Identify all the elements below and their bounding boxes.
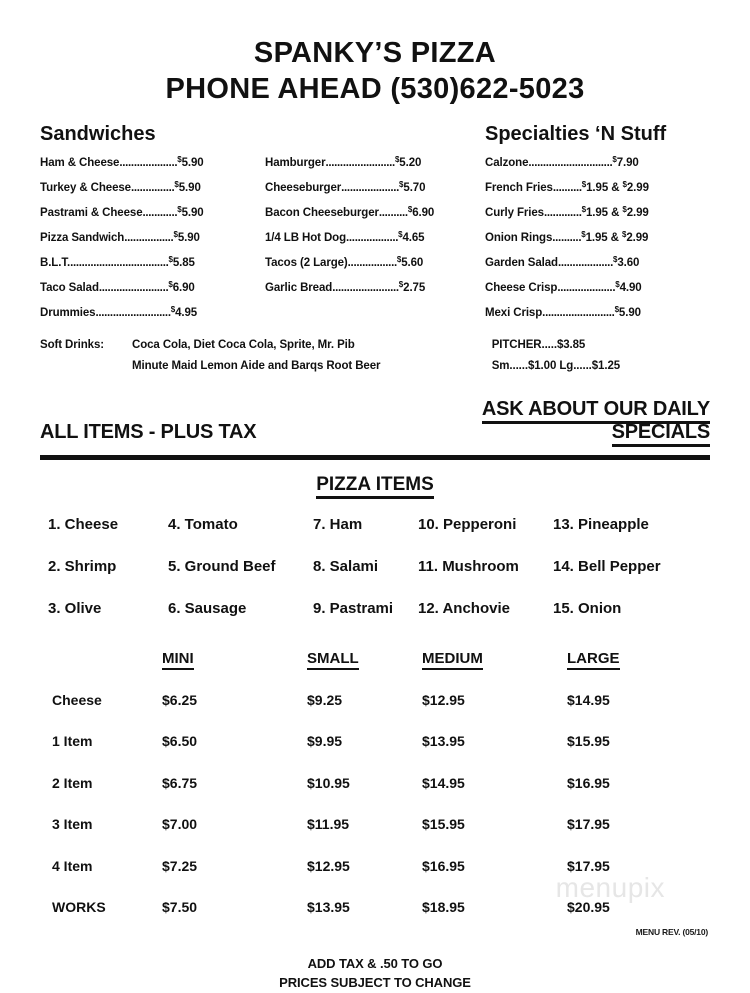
- price-cell: $15.95: [422, 816, 465, 833]
- menu-header: [40, 0, 710, 106]
- price-table-row: [40, 692, 710, 734]
- item-price: 5.85: [172, 257, 195, 270]
- item-price-second: 2.99: [626, 232, 649, 245]
- item-dots: ....................: [119, 157, 178, 170]
- item-name: Turkey & Cheese: [40, 182, 131, 195]
- column-header-medium: [422, 650, 567, 667]
- price-table-row: [40, 733, 710, 775]
- item-price: 5.90: [178, 182, 201, 195]
- dollar-sign: $: [177, 155, 182, 165]
- item-price: 1.95: [585, 232, 608, 245]
- all-items-plus-tax: ALL ITEMS - PLUS TAX: [40, 421, 257, 444]
- item-price: 2.75: [403, 282, 426, 295]
- sandwiches-column-2: [265, 156, 485, 331]
- column-header-label: SMALL: [307, 650, 359, 670]
- item-name: Ham & Cheese: [40, 157, 120, 170]
- topping-item: 12. Anchovie: [418, 600, 510, 618]
- item-price: 7.90: [616, 157, 639, 170]
- item-price: 5.90: [181, 207, 204, 220]
- specialties-heading: Specialties ‘N Stuff: [485, 123, 667, 146]
- dollar-sign: $: [398, 230, 403, 240]
- dollar-sign: $: [174, 180, 179, 190]
- row-label: WORKS: [52, 899, 106, 916]
- row-label: Cheese: [52, 691, 102, 708]
- menu-item: [485, 256, 710, 281]
- item-name: Cheeseburger: [265, 182, 342, 195]
- menu-item: [485, 281, 710, 306]
- menu-item: [40, 156, 265, 181]
- soft-drinks-label: Soft Drinks:: [40, 339, 104, 352]
- menu-item-columns: [40, 156, 710, 331]
- topping-item: 2. Shrimp: [48, 558, 117, 576]
- item-dots: ...................: [557, 257, 613, 270]
- dollar-sign: $: [399, 180, 404, 190]
- item-dots: ....................: [341, 182, 400, 195]
- item-name: Pastrami & Cheese: [40, 207, 143, 220]
- price-cell: $14.95: [567, 691, 610, 708]
- menu-item: [40, 231, 265, 256]
- item-name: Onion Rings: [485, 232, 553, 245]
- item-price: 1.95: [585, 207, 608, 220]
- toppings-row: [40, 558, 710, 600]
- price-cell: $18.95: [422, 899, 465, 916]
- topping-item: 6. Sausage: [168, 600, 247, 618]
- item-name: 1/4 LB Hot Dog: [265, 232, 347, 245]
- price-cell: $15.95: [567, 733, 610, 750]
- price-table-header-row: [40, 650, 710, 692]
- price-cell: $16.95: [567, 774, 610, 791]
- price-cell: $6.50: [162, 733, 198, 750]
- menupix-watermark: menupix: [555, 872, 665, 903]
- price-cell: $14.95: [422, 774, 465, 791]
- price-cell: $11.95: [307, 816, 350, 833]
- column-header-large: [567, 650, 697, 667]
- item-price: 5.60: [401, 257, 424, 270]
- dollar-sign: $: [612, 255, 618, 265]
- soft-drinks-section: [40, 339, 710, 381]
- daily-specials-text: ASK ABOUT OUR DAILY SPECIALS: [482, 398, 710, 447]
- price-cell: $9.95: [307, 733, 343, 750]
- item-price: 5.90: [618, 307, 641, 320]
- price-cell: $17.95: [567, 857, 610, 874]
- menu-item: [265, 206, 485, 231]
- soft-drinks-row-1: [40, 339, 482, 360]
- pizza-items-heading: [40, 474, 710, 496]
- price-cell: $10.95: [307, 774, 350, 791]
- item-price: 4.65: [402, 232, 425, 245]
- item-name: Tacos (2 Large): [265, 257, 348, 270]
- topping-item: 3. Olive: [48, 600, 102, 618]
- price-cell: $17.95: [567, 816, 610, 833]
- menu-item: [40, 281, 265, 306]
- item-price: 6.90: [172, 282, 195, 295]
- item-dots: ............: [142, 207, 178, 220]
- topping-item: 10. Pepperoni: [418, 516, 517, 534]
- specialties-column: [485, 156, 710, 331]
- item-name: Drummies: [40, 307, 96, 320]
- item-dots: .............................: [528, 157, 613, 170]
- column-header-label: MINI: [162, 650, 194, 670]
- topping-item: 11. Mushroom: [418, 558, 519, 576]
- item-price: 4.95: [175, 307, 198, 320]
- dollar-sign: $: [622, 180, 627, 190]
- topping-item: 8. Salami: [313, 558, 379, 576]
- phone-ahead-line: PHONE AHEAD (530)622-5023: [165, 73, 585, 106]
- column-header-mini: [162, 650, 307, 667]
- add-tax-note: ADD TAX & .50 TO GO: [307, 955, 443, 971]
- sandwiches-heading: Sandwiches: [40, 123, 156, 146]
- price-table-row: [40, 775, 710, 817]
- horizontal-divider: [40, 455, 710, 460]
- price-cell: $9.25: [307, 691, 343, 708]
- menu-item: [265, 156, 485, 181]
- item-name: Cheese Crisp: [485, 282, 558, 295]
- menu-revision-label: MENU REV. (05/10): [635, 927, 708, 937]
- pizza-items-text: PIZZA ITEMS: [316, 474, 434, 499]
- price-cell: $12.95: [307, 857, 350, 874]
- soft-drinks-spacer: [40, 360, 132, 381]
- row-label: 1 Item: [52, 733, 93, 750]
- row-label: 4 Item: [52, 857, 93, 874]
- price-cell: $7.00: [162, 816, 198, 833]
- item-name: Garden Salad: [485, 257, 558, 270]
- price-cell: $20.95: [567, 899, 610, 916]
- price-cell: $7.25: [162, 857, 198, 874]
- item-name: Bacon Cheeseburger: [265, 207, 379, 220]
- dollar-sign: $: [394, 155, 400, 165]
- menu-item: [265, 281, 485, 306]
- topping-item: 13. Pineapple: [553, 516, 649, 534]
- pitcher-price: PITCHER.....$3.85: [491, 339, 586, 352]
- dollar-sign: $: [398, 280, 404, 290]
- topping-item: 9. Pastrami: [313, 600, 394, 618]
- item-dots: ..................: [346, 232, 399, 245]
- soft-drinks-line-1: Coca Cola, Diet Coca Cola, Sprite, Mr. Pib: [132, 339, 355, 352]
- dollar-sign: $: [581, 230, 586, 240]
- item-dots: ..........: [552, 182, 582, 195]
- dollar-sign: $: [168, 280, 173, 290]
- price-cell: $13.95: [307, 899, 350, 916]
- menu-item: [40, 181, 265, 206]
- item-dots: ...............: [130, 182, 175, 195]
- item-name: Garlic Bread: [265, 282, 333, 295]
- item-dots: ........................: [98, 282, 169, 295]
- item-price-second: 2.99: [626, 182, 649, 195]
- item-price: 5.20: [399, 157, 422, 170]
- dollar-sign: $: [168, 255, 173, 265]
- item-name: Mexi Crisp: [485, 307, 543, 320]
- item-dots: ........................: [325, 157, 395, 170]
- price-cell: $6.75: [162, 774, 198, 791]
- topping-item: 4. Tomato: [168, 516, 238, 534]
- toppings-row: [40, 516, 710, 558]
- menu-item: French Fries..........$1.95 & $2.99: [485, 180, 649, 195]
- item-price: 5.90: [181, 157, 204, 170]
- menu-item: [40, 206, 265, 231]
- toppings-grid: [40, 516, 710, 642]
- menu-item: [40, 256, 265, 281]
- row-label: 2 Item: [52, 774, 93, 791]
- soft-drinks-line-2: Minute Maid Lemon Aide and Barqs Root Beer: [132, 360, 381, 373]
- dollar-sign: $: [614, 305, 619, 315]
- price-table-row: [40, 899, 710, 941]
- item-name: Curly Fries: [485, 207, 544, 220]
- item-name: Taco Salad: [40, 282, 99, 295]
- item-price-second: 2.99: [626, 207, 649, 220]
- menu-item: Onion Rings..........$1.95 & $2.99: [485, 230, 649, 245]
- menu-item: [485, 306, 710, 331]
- dollar-sign: $: [581, 205, 586, 215]
- item-dots: ..........................: [95, 307, 171, 320]
- column-header-label: LARGE: [567, 650, 620, 670]
- topping-item: 5. Ground Beef: [168, 558, 276, 576]
- item-dots: .........................: [542, 307, 615, 320]
- menu-item: Curly Fries.............$1.95 & $2.99: [485, 205, 649, 220]
- menu-item: [485, 156, 710, 181]
- price-cell: $6.25: [162, 691, 198, 708]
- column-header-label: MEDIUM: [422, 650, 483, 670]
- dollar-sign: $: [615, 280, 620, 290]
- drink-size-prices: Sm......$1.00 Lg......$1.25: [491, 360, 621, 373]
- dollar-sign: $: [612, 155, 617, 165]
- price-cell: $13.95: [422, 733, 465, 750]
- item-price: 1.95: [586, 182, 609, 195]
- restaurant-name: SPANKY’S PIZZA: [253, 37, 497, 69]
- soft-drinks-list: [40, 339, 482, 381]
- item-name: Hamburger: [265, 157, 326, 170]
- item-dots: .............: [543, 207, 582, 220]
- menu-item: [265, 181, 485, 206]
- sandwiches-column-1: [40, 156, 265, 331]
- dollar-sign: $: [407, 205, 413, 215]
- price-cell: $12.95: [422, 691, 465, 708]
- item-price: 4.90: [619, 282, 642, 295]
- dollar-sign: $: [622, 205, 627, 215]
- menu-item: [40, 306, 265, 331]
- menu-footer: [40, 955, 710, 993]
- topping-item: 7. Ham: [313, 516, 363, 534]
- dollar-sign: $: [581, 180, 587, 190]
- item-price: 3.60: [617, 257, 640, 270]
- item-dots: ..........: [378, 207, 408, 220]
- price-cell: $16.95: [422, 857, 465, 874]
- item-name: Pizza Sandwich: [40, 232, 125, 245]
- toppings-row: [40, 600, 710, 642]
- item-price: 5.90: [177, 232, 200, 245]
- row-label: 3 Item: [52, 816, 93, 833]
- item-name: B.L.T.: [40, 257, 71, 270]
- column-header-small: [307, 650, 422, 667]
- dollar-sign: $: [173, 230, 178, 240]
- item-price: 5.70: [403, 182, 426, 195]
- prices-subject-note: PRICES SUBJECT TO CHANGE: [279, 974, 471, 990]
- topping-item: 15. Onion: [553, 600, 622, 618]
- item-name: Calzone: [485, 157, 529, 170]
- item-dots: ....................: [557, 282, 616, 295]
- item-dots: ..................................: [70, 257, 169, 270]
- section-headings: [40, 123, 710, 146]
- tax-and-specials-banner: [40, 398, 710, 444]
- topping-item: 1. Cheese: [48, 516, 119, 534]
- drink-prices: [482, 339, 710, 381]
- item-dots: .......................: [332, 282, 399, 295]
- menu-item: [265, 256, 485, 281]
- item-price: 6.90: [412, 207, 435, 220]
- item-dots: .................: [124, 232, 174, 245]
- item-dots: ..........: [552, 232, 582, 245]
- dollar-sign: $: [170, 305, 176, 315]
- dollar-sign: $: [396, 255, 402, 265]
- daily-specials-note: [385, 398, 710, 444]
- dollar-sign: $: [621, 230, 627, 240]
- soft-drinks-row-2: [40, 360, 482, 381]
- price-table-row: [40, 816, 710, 858]
- item-name: French Fries: [485, 182, 553, 195]
- menu-item: [265, 231, 485, 256]
- item-dots: .................: [347, 257, 397, 270]
- price-cell: $7.50: [162, 899, 198, 916]
- topping-item: 14. Bell Pepper: [553, 558, 661, 576]
- dollar-sign: $: [177, 205, 182, 215]
